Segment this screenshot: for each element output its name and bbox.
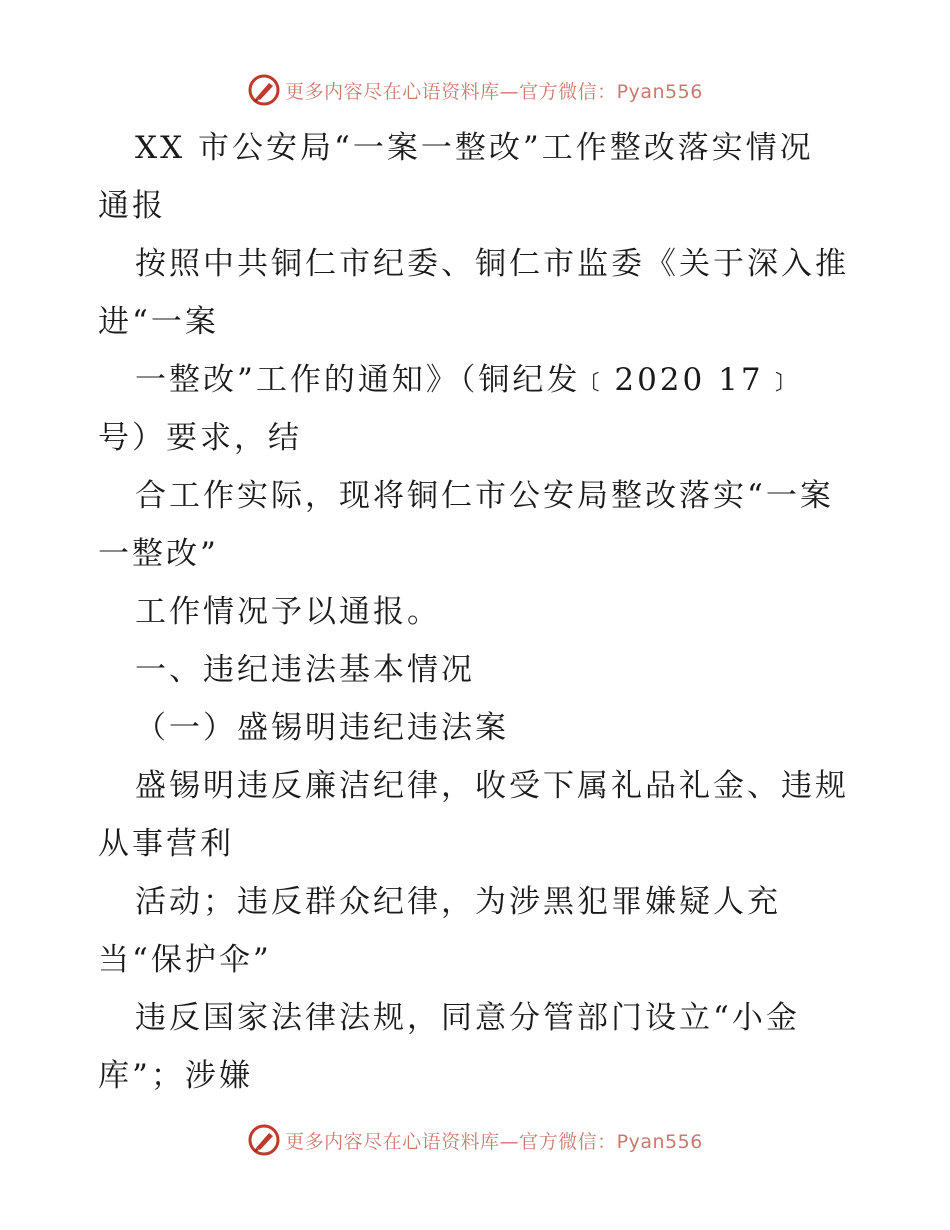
paragraph-line: 当“保护伞” [98,942,272,978]
title-line-2: 通报 [98,188,166,224]
pen-logo-icon [247,73,281,107]
watermark-header [0,70,950,110]
section-heading: 一、违纪违法基本情况 [135,652,475,688]
paragraph-line: 号）要求，结 [98,420,302,456]
paragraph-line: 库”；涉嫌 [98,1058,253,1094]
title-line-1: XX 市公安局“一案一整改”工作整改落实情况 [135,130,814,166]
paragraph-line: 盛锡明违反廉洁纪律，收受下属礼品礼金、违规 [135,768,849,804]
watermark-text: 更多内容尽在心语资料库—官方微信：Pyan556 [285,80,703,103]
paragraph-line: 一整改” [98,536,219,572]
paragraph-line: 进“一案 [98,304,219,340]
paragraph-line: 合工作实际，现将铜仁市公安局整改落实“一案 [135,478,834,514]
paragraph-line: 一整改”工作的通知》（铜纪发﹝2020 17﹞ [135,362,798,398]
paragraph-line: 按照中共铜仁市纪委、铜仁市监委《关于深入推 [135,246,849,282]
paragraph-line: 违反国家法律法规，同意分管部门设立“小金 [135,1000,800,1036]
pen-logo-icon [247,1123,281,1157]
watermark-footer [0,1120,950,1160]
paragraph-line: 活动；违反群众纪律，为涉黑犯罪嫌疑人充 [135,884,781,920]
paragraph-line: 工作情况予以通报。 [135,594,441,630]
subsection-heading: （一）盛锡明违纪违法案 [135,710,509,746]
watermark-text: 更多内容尽在心语资料库—官方微信：Pyan556 [285,1130,703,1153]
paragraph-line: 从事营利 [98,826,234,862]
